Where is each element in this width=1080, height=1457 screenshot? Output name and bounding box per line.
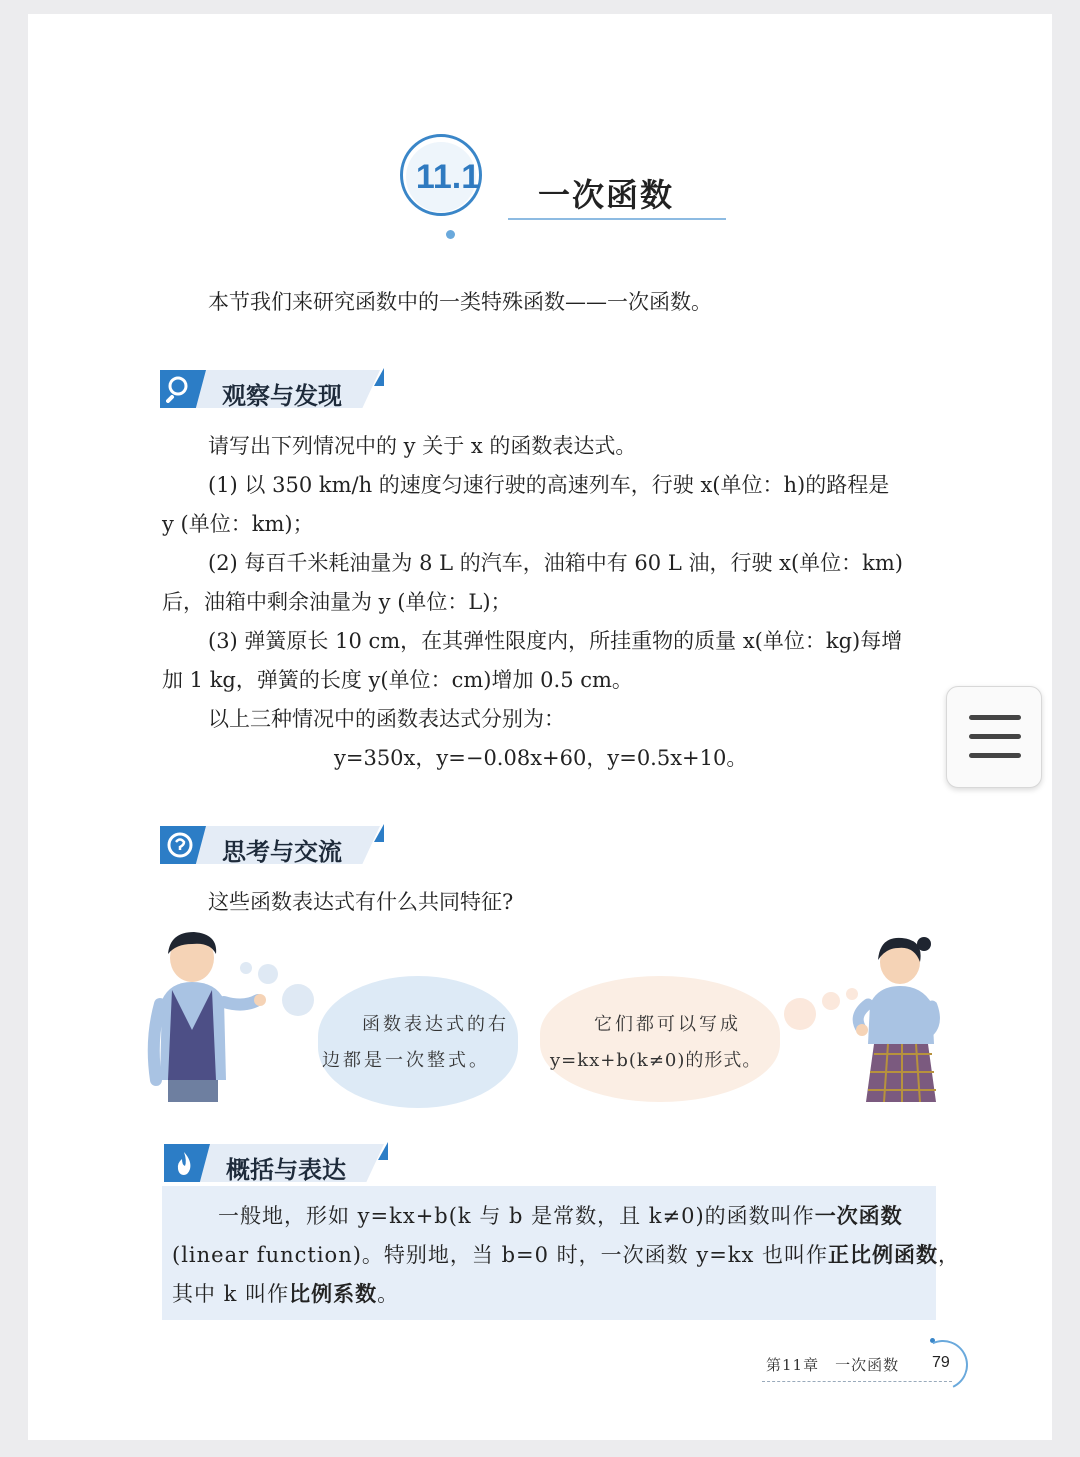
- section-number: 11.1: [415, 158, 481, 196]
- thought-puff: [258, 964, 278, 984]
- observe-line: (1) 以 350 km/h 的速度匀速行驶的高速列车，行驶 x(单位：h)的路程是: [208, 473, 890, 497]
- term-linear-function: 一次函数: [814, 1204, 903, 1228]
- thought-puff: [822, 992, 840, 1010]
- girl-illustration: [840, 932, 950, 1102]
- summary-text: (linear function)。特别地，当 b=0 时，一次函数 y=kx 也叫作: [172, 1243, 829, 1267]
- textbook-page: [28, 14, 1052, 1440]
- section-title-text: 一次函数: [538, 176, 675, 214]
- bubble-right-line: y=kx+b(k≠0)的形式。: [550, 1050, 762, 1071]
- title-dot: [446, 230, 455, 239]
- thought-puff: [282, 984, 314, 1016]
- think-question: 这些函数表达式有什么共同特征?: [208, 890, 514, 914]
- bubble-right-line: 它们都可以写成: [594, 1014, 741, 1035]
- header-label: 观察与发现: [222, 382, 342, 410]
- observe-line: 后，油箱中剩余油量为 y (单位：L)；: [162, 590, 512, 614]
- summary-text: ，: [938, 1243, 961, 1267]
- speech-bubble-left: [318, 976, 518, 1108]
- bubble-left-line: 边都是一次整式。: [322, 1050, 490, 1071]
- header-accent-triangle: [374, 368, 384, 386]
- observe-line: y (单位：km)；: [162, 512, 314, 536]
- summary-text: 。: [377, 1282, 400, 1306]
- title-underline: [508, 218, 726, 220]
- header-label: 思考与交流: [222, 838, 342, 866]
- bubble-left-line: 函数表达式的右: [362, 1014, 509, 1035]
- section-header-observe: [160, 370, 400, 410]
- observe-line: 加 1 kg，弹簧的长度 y(单位：cm)增加 0.5 cm。: [162, 668, 633, 692]
- section-title: [398, 132, 728, 242]
- formula-line: y=350x，y=−0.08x+60，y=0.5x+10。: [334, 746, 748, 770]
- observe-line: 以上三种情况中的函数表达式分别为：: [208, 707, 565, 731]
- observe-line: (2) 每百千米耗油量为 8 L 的汽车，油箱中有 60 L 油，行驶 x(单位：km): [208, 551, 903, 575]
- thought-puff: [784, 998, 816, 1030]
- header-accent-triangle: [374, 824, 384, 842]
- header-label: 概括与表达: [226, 1156, 346, 1184]
- summary-line-1: [218, 1206, 903, 1227]
- intro-text: 本节我们来研究函数中的一类特殊函数——一次函数。: [208, 290, 712, 314]
- magnifier-icon: [166, 375, 194, 403]
- summary-text: 其中 k 叫作: [172, 1282, 290, 1306]
- footer-chapter: 第11章 一次函数: [766, 1356, 900, 1374]
- term-proportional-function: 正比例函数: [828, 1243, 939, 1267]
- section-header-summary: [164, 1144, 404, 1184]
- header-accent-triangle: [378, 1142, 388, 1160]
- summary-line-3: [172, 1284, 399, 1305]
- speech-bubble-right: [540, 976, 780, 1102]
- observe-line: 请写出下列情况中的 y 关于 x 的函数表达式。: [208, 434, 637, 458]
- flame-icon: [170, 1149, 198, 1177]
- boy-illustration: [140, 930, 270, 1102]
- page-number: 79: [932, 1354, 950, 1371]
- summary-text: 一般地，形如 y=kx+b(k 与 b 是常数，且 k≠0)的函数叫作: [218, 1204, 815, 1228]
- summary-line-2: [172, 1245, 960, 1266]
- section-header-think: [160, 826, 400, 866]
- summary-box: [162, 1186, 961, 1320]
- thought-bulb-icon: [166, 831, 194, 859]
- menu-button[interactable]: [946, 686, 1042, 788]
- thought-puff: [240, 962, 252, 974]
- observe-line: (3) 弹簧原长 10 cm，在其弹性限度内，所挂重物的质量 x(单位：kg)每增: [208, 629, 903, 653]
- term-proportional-coefficient: 比例系数: [289, 1282, 378, 1306]
